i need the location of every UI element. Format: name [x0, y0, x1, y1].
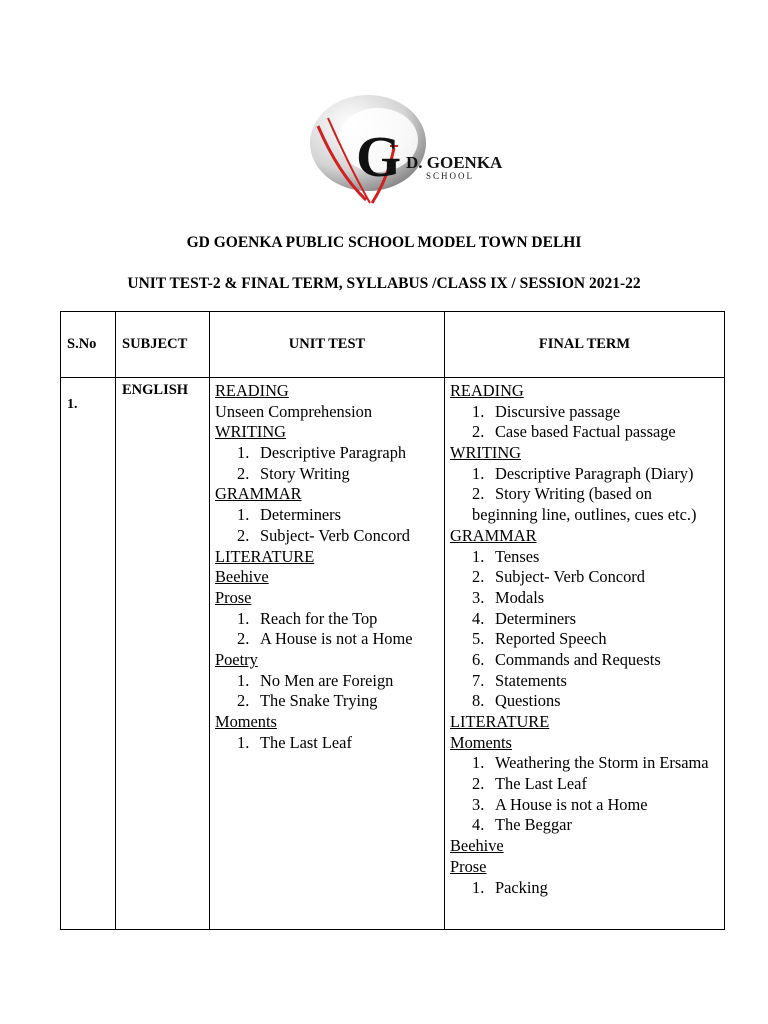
row-sno: 1. [61, 378, 116, 930]
list-item-number: 4. [472, 815, 485, 835]
list-item-number: 2. [472, 774, 485, 794]
list-item [450, 464, 724, 485]
list-item [450, 609, 724, 630]
section-heading: Beehive [215, 567, 269, 587]
section-heading: WRITING [450, 443, 522, 463]
list-item [215, 505, 444, 526]
table-row [61, 378, 725, 930]
list-item-text: Descriptive Paragraph (Diary) [495, 463, 694, 483]
list-item-number: 3. [472, 794, 485, 814]
list-item [450, 671, 724, 692]
list-item [450, 795, 724, 816]
list-item-text: Tenses [495, 546, 540, 566]
page-title: GD GOENKA PUBLIC SCHOOL MODEL TOWN DELHI [186, 234, 582, 251]
list-item-number: 5. [472, 629, 485, 649]
svg-text:G: G [356, 124, 402, 189]
list-item-text: Packing [495, 877, 548, 897]
section-heading: Moments [450, 732, 512, 752]
list-item-text: Modals [495, 587, 545, 607]
list-item: Unseen Comprehension [215, 401, 373, 421]
list-item [215, 629, 444, 650]
list-item [450, 691, 724, 712]
section-heading: Prose [450, 856, 487, 876]
list-item-number: 6. [472, 649, 485, 669]
list-item [450, 878, 724, 899]
section-heading: Moments [215, 712, 277, 731]
list-item-text: A House is not a Home [495, 794, 648, 814]
list-item-text: No Men are Foreign [260, 670, 394, 690]
list-item-number: 1. [472, 546, 485, 566]
list-item-number: 2. [237, 463, 250, 483]
list-item [215, 464, 444, 485]
section-heading: GRAMMAR [215, 484, 302, 504]
list-item-number: 1. [472, 463, 485, 483]
list-item-text: Story Writing (based on [495, 484, 653, 504]
list-item-text: The Last Leaf [495, 774, 587, 794]
section-heading: READING [215, 381, 289, 400]
list-item [215, 609, 444, 630]
syllabus-table [60, 311, 725, 930]
list-item-number: 2. [472, 422, 485, 442]
page-subtitle: UNIT TEST-2 & FINAL TERM, SYLLABUS /CLASS IX / SESSION 2021-22 [127, 275, 641, 292]
list-item-number: 8. [472, 691, 485, 711]
header-unit-test: UNIT TEST [210, 312, 445, 378]
list-item [215, 671, 444, 692]
list-item-number: 2. [472, 484, 485, 504]
list-item [450, 567, 724, 588]
list-item-number: 1. [237, 608, 250, 628]
logo-subtext: SCHOOL [426, 171, 475, 181]
list-item-text: Subject- Verb Concord [260, 525, 410, 545]
list-item [450, 815, 724, 836]
final-term-cell [445, 378, 725, 930]
list-item [450, 588, 724, 609]
unit-test-cell [210, 378, 445, 930]
list-item-number: 2. [237, 629, 250, 649]
list-item-text: Determiners [495, 608, 577, 628]
header-sno: S.No [61, 312, 116, 378]
list-item-number: 2. [237, 691, 250, 711]
list-item-number: 1. [237, 670, 250, 690]
list-item [450, 629, 724, 650]
list-item-text: Case based Factual passage [495, 422, 676, 442]
list-item-text: A House is not a Home [260, 629, 413, 649]
list-item-text: Discursive passage [495, 401, 621, 421]
list-item-text: Reported Speech [495, 629, 607, 649]
list-item-text: Reach for the Top [260, 608, 378, 628]
section-heading: Prose [215, 587, 252, 607]
header-final-term: FINAL TERM [445, 312, 725, 378]
list-item-text: The Beggar [495, 815, 572, 835]
list-item-text: Questions [495, 691, 561, 711]
list-item-text: The Snake Trying [260, 691, 378, 711]
list-item [450, 774, 724, 795]
list-item-number: 3. [472, 587, 485, 607]
list-item-text: Story Writing [260, 463, 350, 483]
list-item [450, 650, 724, 671]
list-item [215, 443, 444, 464]
list-item-number: 1. [237, 732, 250, 752]
list-item-number: 1. [472, 753, 485, 773]
table-header-row [61, 312, 725, 378]
list-item-text: Determiners [260, 505, 342, 525]
section-heading: LITERATURE [450, 712, 550, 731]
list-item [450, 753, 724, 774]
school-logo [298, 88, 508, 208]
list-item-number: 2. [472, 567, 485, 587]
list-item [215, 691, 444, 712]
list-item-number: 1. [237, 443, 250, 463]
list-item-number: 1. [237, 505, 250, 525]
list-item-text: The Last Leaf [260, 732, 352, 752]
section-heading: READING [450, 381, 524, 400]
list-item [450, 402, 724, 423]
list-item-text: Weathering the Storm in Ersama [495, 753, 709, 773]
header-subject: SUBJECT [116, 312, 210, 378]
section-heading: Poetry [215, 649, 258, 669]
list-item-number: 1. [472, 877, 485, 897]
list-item-text: Commands and Requests [495, 649, 661, 669]
list-item [215, 526, 444, 547]
list-item-continuation: beginning line, outlines, cues etc.) [472, 505, 697, 525]
list-item-text: Descriptive Paragraph [260, 443, 407, 463]
logo-text: D. GOENKA [406, 153, 503, 172]
list-item-number: 1. [472, 401, 485, 421]
section-heading: GRAMMAR [450, 525, 537, 545]
list-item-text: Statements [495, 670, 567, 690]
list-item-number: 2. [237, 525, 250, 545]
list-item-number: 7. [472, 670, 485, 690]
section-heading: Beehive [450, 836, 504, 856]
list-item [450, 547, 724, 568]
list-item [215, 733, 444, 754]
section-heading: WRITING [215, 422, 287, 442]
list-item-text: Subject- Verb Concord [495, 567, 645, 587]
row-subject: ENGLISH [116, 378, 210, 930]
list-item-number: 4. [472, 608, 485, 628]
section-heading: LITERATURE [215, 546, 315, 566]
list-item [450, 484, 724, 505]
list-item [450, 422, 724, 443]
